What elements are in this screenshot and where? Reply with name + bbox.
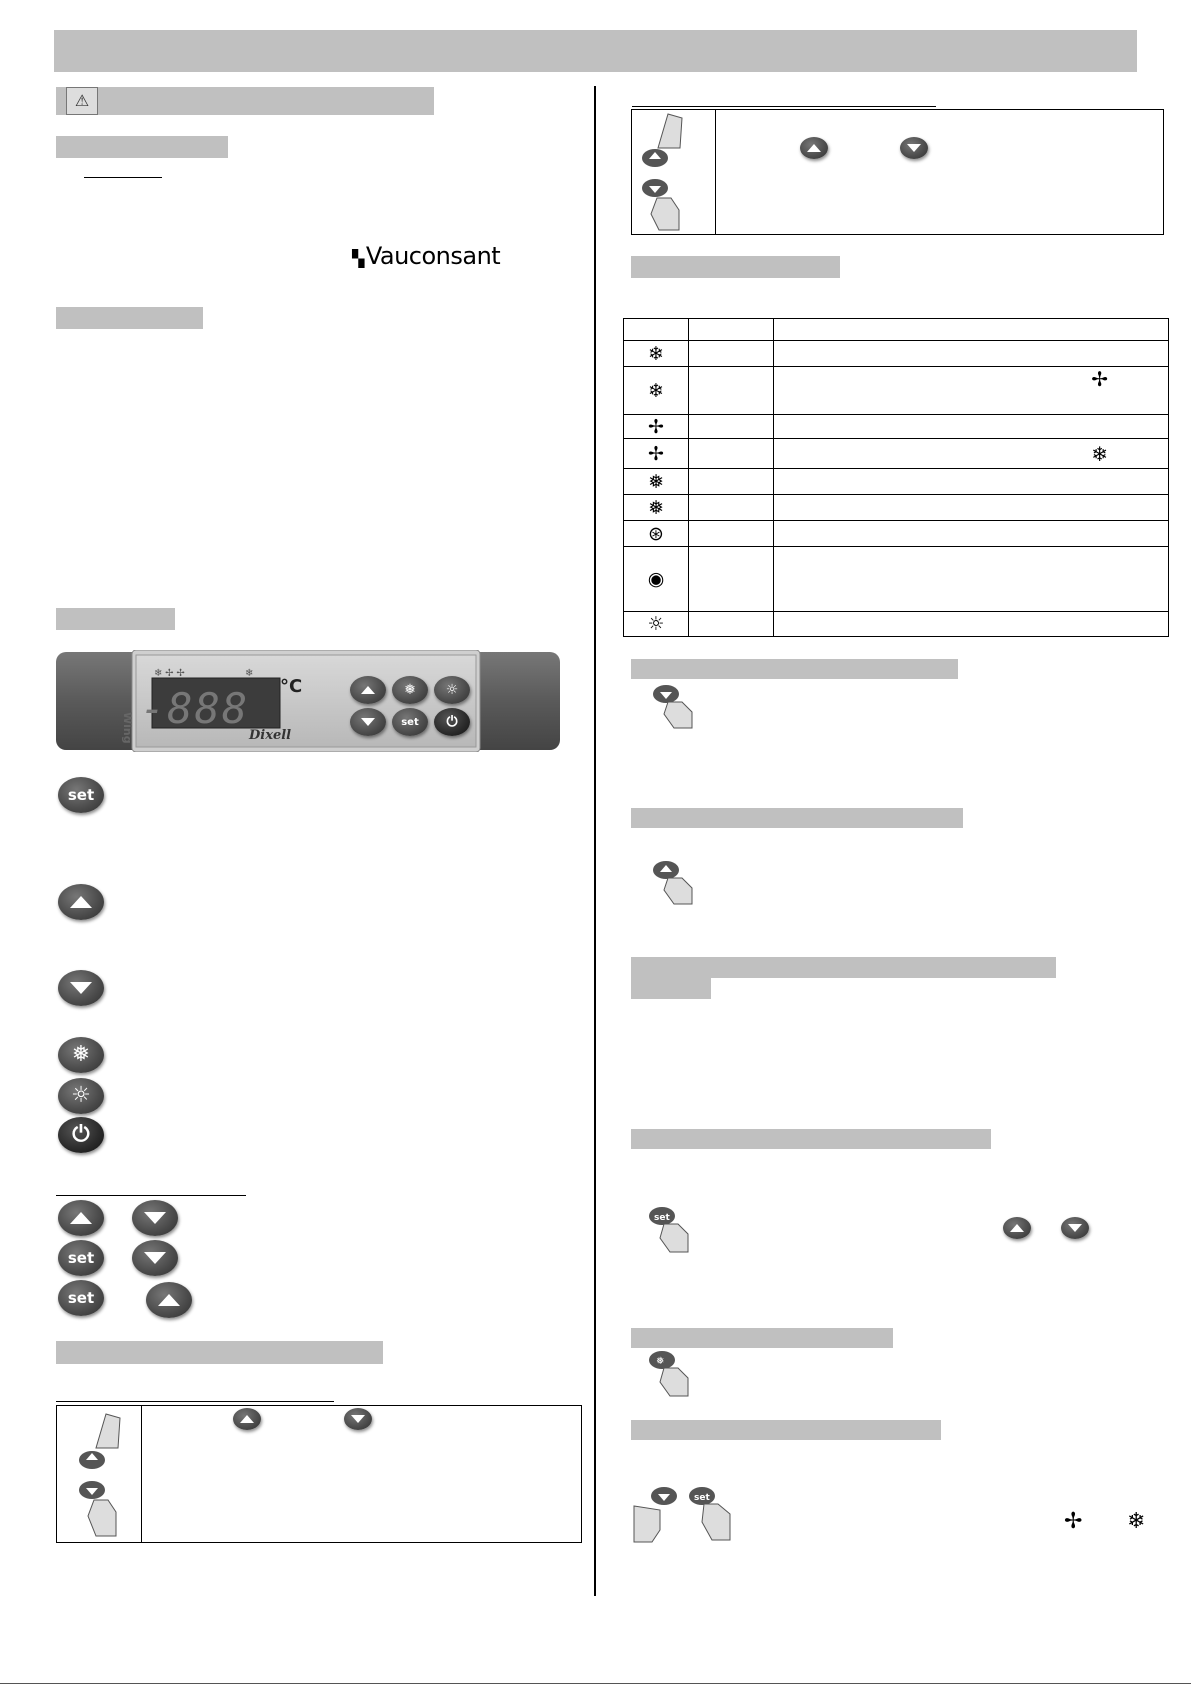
- section-heading-keyboard: [56, 1341, 383, 1364]
- compressor-led-icon: ❄: [624, 367, 689, 415]
- set-key-label: set: [67, 786, 95, 804]
- fan-icon: ✢: [1091, 367, 1108, 391]
- box-divider: [141, 1405, 142, 1543]
- panel-light-button[interactable]: ☼: [434, 676, 470, 704]
- power-key-icon: ⏻: [58, 1117, 104, 1153]
- table-row: [624, 367, 1169, 415]
- snowflake-icon-bottom: ❄: [1127, 1508, 1146, 1533]
- section-heading-leds: [631, 256, 840, 278]
- panel-compressor-led: ❄: [245, 668, 254, 679]
- underline-combinations: [56, 1195, 246, 1196]
- compressor-led-icon: ❄: [624, 341, 689, 367]
- table-row: [624, 495, 1169, 521]
- section-heading-warnings: [56, 87, 434, 115]
- hand-press-up-icon: [650, 858, 700, 908]
- svg-text:set: set: [654, 1213, 670, 1223]
- table-row: [624, 469, 1169, 495]
- svg-text:❅: ❅: [656, 1356, 665, 1367]
- panel-up-button[interactable]: [350, 676, 386, 704]
- section-heading-5b: [631, 978, 711, 999]
- defrost-key-icon: ❅: [58, 1037, 104, 1073]
- section-heading-3: [631, 659, 958, 679]
- panel-defrost-button[interactable]: ❅: [392, 676, 428, 704]
- hand-press-down-set-icon: [632, 1484, 742, 1544]
- warning-icon: ⚠: [66, 87, 98, 115]
- table-row: [624, 341, 1169, 367]
- down-key-icon: [58, 970, 104, 1006]
- table-header-row: [624, 319, 1169, 341]
- fan-led-icon: ✢: [624, 439, 689, 469]
- combo-up-key-icon-2: [146, 1282, 192, 1318]
- section-heading-7: [631, 1328, 893, 1348]
- hand-press-unlock-icon: [640, 112, 690, 232]
- panel-down-button[interactable]: [350, 708, 386, 736]
- inline-up-icon-2: [800, 137, 828, 159]
- led-table: [623, 318, 1169, 637]
- combo-set-label-2: set: [67, 1289, 95, 1307]
- combo-set-key-icon: [58, 1240, 104, 1276]
- model-label: Wing: [121, 712, 134, 744]
- combo-down-key-icon-2: [132, 1240, 178, 1276]
- light-led-icon: ☼: [624, 612, 689, 637]
- combo-set-label: set: [67, 1249, 95, 1267]
- unit-label: °C: [280, 676, 303, 697]
- inline-down-icon-3: [1061, 1217, 1089, 1239]
- section-heading-4: [631, 808, 963, 828]
- combo-down-key-icon: [132, 1200, 178, 1236]
- bottom-edge: [0, 1683, 1191, 1684]
- table-row: [624, 415, 1169, 439]
- maker-label: Dixell: [249, 728, 292, 743]
- inline-up-icon-3: [1003, 1217, 1031, 1239]
- energy-saving-led-icon: ⊛: [624, 521, 689, 547]
- inline-up-icon: [233, 1408, 261, 1430]
- light-key-icon: ☼: [58, 1078, 104, 1114]
- underline: [84, 177, 162, 178]
- section-heading-front-panel: [56, 608, 175, 630]
- panel-power-button[interactable]: ⏻: [434, 708, 470, 736]
- section-heading-8: [631, 1420, 941, 1440]
- section-heading-2: [56, 307, 203, 329]
- fan-icon-bottom: ✢: [1064, 1508, 1083, 1533]
- alarm-led-icon: ◉: [624, 547, 689, 612]
- keyboard-lock-box: [56, 1405, 582, 1543]
- hand-press-down-icon: [650, 682, 700, 732]
- combo-set-key-icon-2: [58, 1280, 104, 1316]
- table-row: [624, 439, 1169, 469]
- keyboard-unlock-box: [631, 109, 1164, 235]
- up-key-icon: [58, 884, 104, 920]
- hand-press-set-icon: [646, 1204, 696, 1256]
- section-heading-1: [56, 136, 228, 158]
- panel-set-button[interactable]: [392, 708, 428, 736]
- temperature-display: -888: [140, 684, 250, 733]
- set-key-icon: [58, 777, 104, 813]
- hand-press-defrost-icon: [646, 1348, 696, 1400]
- inline-down-icon: [344, 1408, 372, 1430]
- svg-text:set: set: [694, 1493, 710, 1503]
- underline-unlock: [632, 106, 936, 107]
- underline-lock: [56, 1401, 334, 1402]
- combo-up-key-icon: [58, 1200, 104, 1236]
- table-row: [624, 547, 1169, 612]
- fan-led-icon: ✢: [624, 415, 689, 439]
- header-bar: [54, 30, 1137, 72]
- defrost-led-icon: ❅: [624, 495, 689, 521]
- box-divider-2: [715, 109, 716, 235]
- inline-down-icon-2: [900, 137, 928, 159]
- hand-press-up-down-icon: [76, 1412, 126, 1538]
- column-divider: [594, 86, 596, 1596]
- panel-set-label: set: [401, 716, 419, 728]
- snowflake-icon: ❄: [1091, 441, 1108, 466]
- vauconsant-logo: ▚Vauconsant: [352, 242, 501, 270]
- panel-led-icons: ❄ ✢ ✢: [154, 668, 185, 679]
- table-row: [624, 521, 1169, 547]
- section-heading-5a: [631, 957, 1056, 978]
- section-heading-6: [631, 1129, 991, 1149]
- defrost-led-icon: ❅: [624, 469, 689, 495]
- table-row: [624, 612, 1169, 637]
